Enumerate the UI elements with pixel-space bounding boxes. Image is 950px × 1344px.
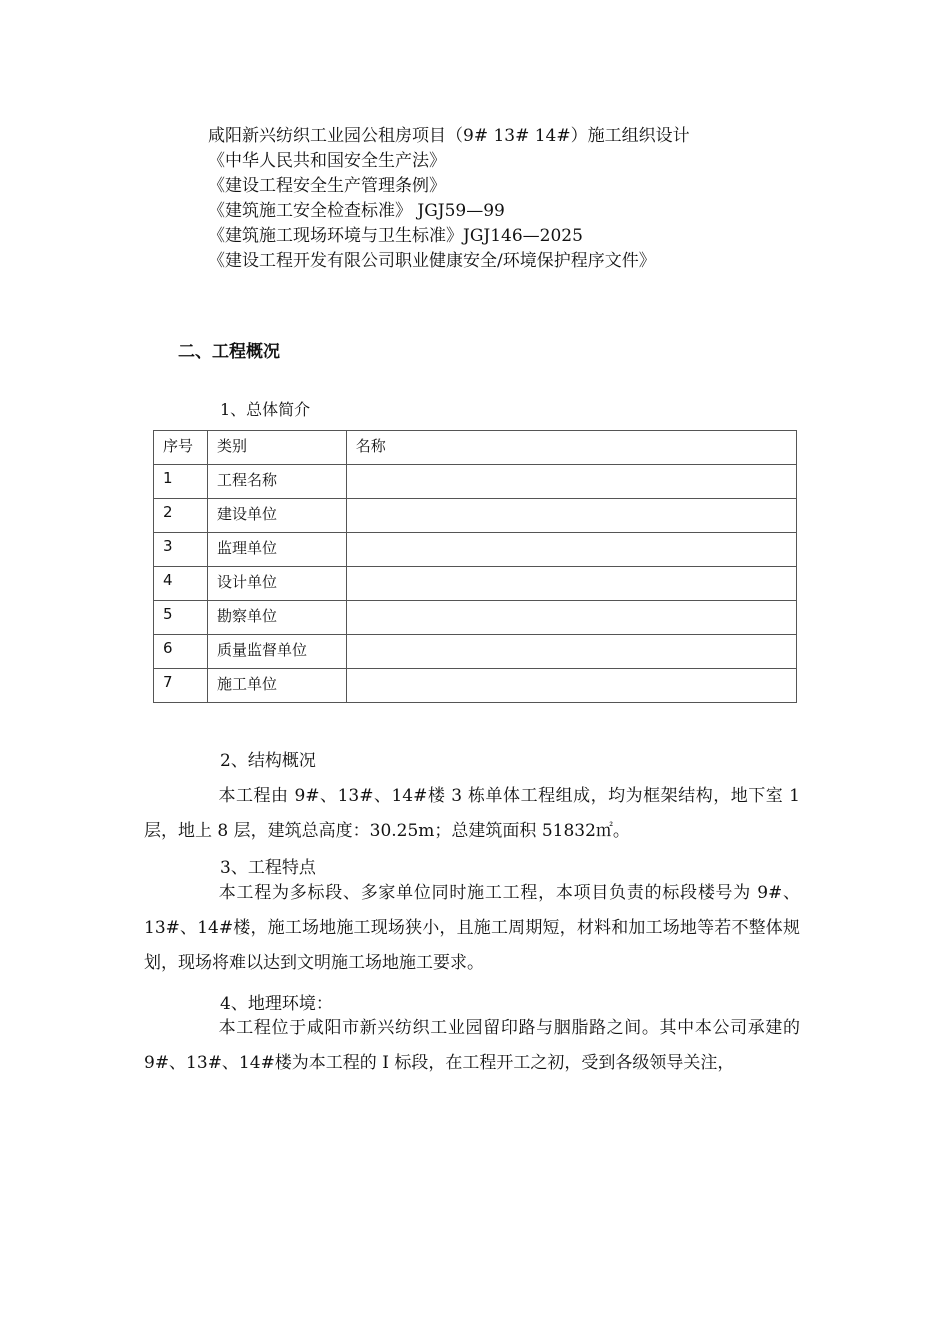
structure-text: 本工程由 9#、13#、14#楼 3 栋单体工程组成，均为框架结构，地下室 1 层，地上 8 层，建筑总高度：30.25m；总建筑面积 51832㎡。 [144,786,800,841]
table-cell: 3 [154,533,208,567]
environment-text: 本工程位于咸阳市新兴纺织工业园留印路与胭脂路之间。其中本公司承建的 9#、13#、14#楼为本工程的 I 标段，在工程开工之初，受到各级领导关注， [144,1018,800,1073]
table-cell: 监理单位 [207,533,346,567]
table-cell: 建设单位 [207,499,346,533]
table-cell [346,635,796,669]
table-cell [346,669,796,703]
overview-subtitle: 1、总体简介 [220,400,311,419]
table-cell: 勘察单位 [207,601,346,635]
table-cell: 6 [154,635,208,669]
table-cell [346,601,796,635]
table-cell: 设计单位 [207,567,346,601]
table-cell: 2 [154,499,208,533]
table-cell [346,499,796,533]
table-row [154,601,797,635]
header-cell: 名称 [346,431,796,465]
environment-subtitle: 4、地理环境： [220,994,333,1014]
table-cell: 施工单位 [207,669,346,703]
table-cell: 4 [154,567,208,601]
features-text: 本工程为多标段、多家单位同时施工工程，本项目负责的标段楼号为 9#、13#、14#楼，施工场地施工现场狭小，且施工周期短，材料和加工场地等若不整体规划，现场将难以达到文明施工场地施工要求。 [144,883,800,973]
environment-paragraph [144,1011,800,1081]
reference-item: 《建筑施工现场环境与卫生标准》JGJ146—2025 [208,226,583,246]
table-row [154,499,797,533]
table-cell [346,465,796,499]
reference-item: 《建筑施工安全检查标准》 JGJ59—99 [208,201,505,221]
table-row [154,635,797,669]
table-row [154,465,797,499]
section-title: 二、工程概况 [178,342,280,362]
table-cell: 5 [154,601,208,635]
table-cell [346,533,796,567]
reference-item: 咸阳新兴纺织工业园公租房项目（9# 13# 14#）施工组织设计 [208,126,690,146]
structure-subtitle: 2、结构概况 [220,751,316,771]
table-cell: 质量监督单位 [207,635,346,669]
table-header-row [154,431,797,465]
features-subtitle: 3、工程特点 [220,858,316,878]
features-paragraph [144,876,800,981]
header-cell: 类别 [207,431,346,465]
reference-item: 《中华人民共和国安全生产法》 [208,151,446,171]
table-row [154,669,797,703]
structure-paragraph [144,779,800,849]
table-row [154,533,797,567]
header-cell: 序号 [154,431,208,465]
overview-table [153,430,797,703]
table-row [154,567,797,601]
table-cell: 1 [154,465,208,499]
table-cell: 工程名称 [207,465,346,499]
table-cell [346,567,796,601]
table-cell: 7 [154,669,208,703]
reference-item: 《建设工程安全生产管理条例》 [208,176,446,196]
reference-item: 《建设工程开发有限公司职业健康安全/环境保护程序文件》 [208,251,656,271]
